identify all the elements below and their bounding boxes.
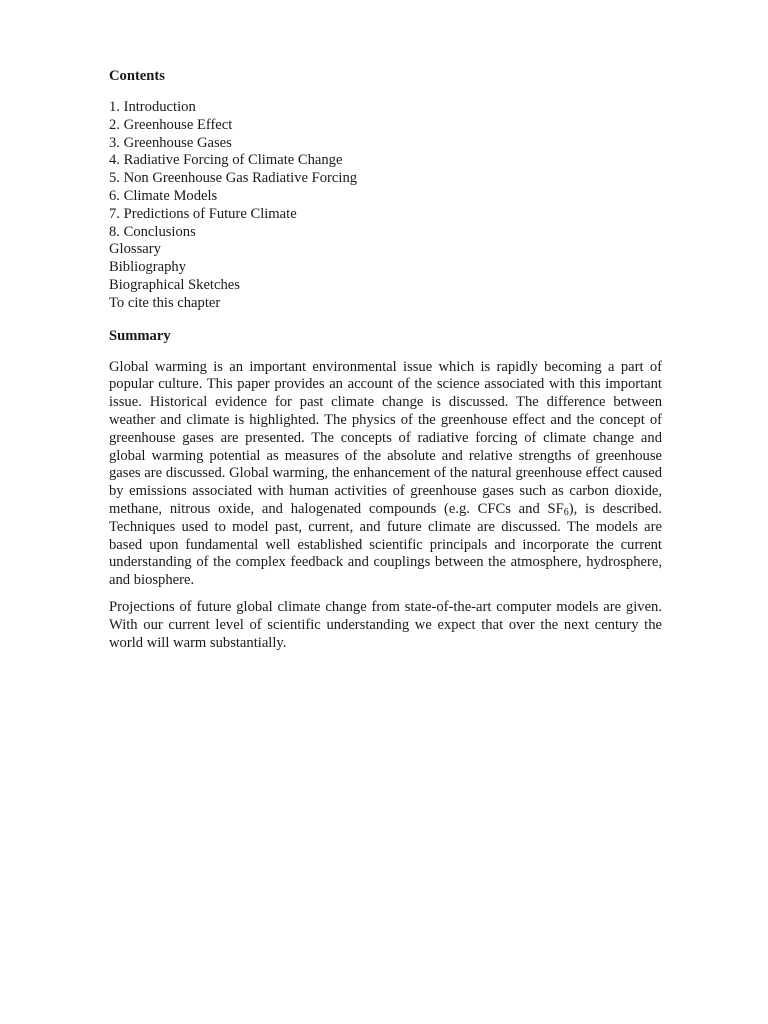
summary-paragraph-1-text: Global warming is an important environmental issue which is rapidly becoming a part of popular culture. This paper provides an account of the science associated with this important issue. Historical evidence for past climate change is discussed. The difference between weather and climate is highlighted. The physics of the greenhouse effect and the concept of greenhouse gases are presented. The concepts of radiative forcing of climate change and global warming potential as measures of the absolute and relative strengths of greenhouse gases are discussed. Global warming, the enhancement of the natural greenhouse effect caused by emissions associated with human activities of greenhouse gases such as carbon dioxide, methane, nitrous oxide, and halogenated compounds (e.g. CFCs and SF bbox=[109, 358, 662, 517]
summary-paragraph-2: Projections of future global climate change from state-of-the-art computer models are given. With our current level of scientific understanding we expect that over the next century the world will warm substantially. bbox=[109, 598, 662, 651]
toc-item-conclusions: 8. Conclusions bbox=[109, 223, 196, 240]
toc-item-radiative-forcing: 4. Radiative Forcing of Climate Change bbox=[109, 152, 343, 169]
document-page bbox=[109, 66, 662, 652]
summary-paragraph-1 bbox=[109, 359, 662, 590]
toc-item-biographical-sketches: Biographical Sketches bbox=[109, 276, 240, 293]
toc-item-greenhouse-gases: 3. Greenhouse Gases bbox=[109, 134, 232, 151]
toc-item-glossary: Glossary bbox=[109, 241, 161, 258]
summary-heading: Summary bbox=[109, 327, 171, 344]
toc-item-introduction: 1. Introduction bbox=[109, 99, 196, 115]
toc-item-climate-models: 6. Climate Models bbox=[109, 187, 218, 204]
toc-item-greenhouse-effect: 2. Greenhouse Effect bbox=[109, 116, 233, 133]
summary-paragraph-1-text-cont: ), is described. Techniques used to model past, current, and future climate are discussed. The models are based upon fundamental well established scientific principals and incorporate the current understanding of the complex feedback and couplings between the atmosphere, hydrosphere, and biosphere. bbox=[109, 500, 663, 589]
sf6-subscript: 6 bbox=[563, 506, 569, 518]
toc-item-bibliography: Bibliography bbox=[109, 259, 187, 276]
toc-item-cite-chapter: To cite this chapter bbox=[109, 294, 221, 311]
toc-item-non-greenhouse-forcing: 5. Non Greenhouse Gas Radiative Forcing bbox=[109, 170, 358, 187]
toc-item-predictions: 7. Predictions of Future Climate bbox=[109, 205, 297, 222]
contents-heading: Contents bbox=[109, 68, 165, 84]
table-of-contents bbox=[109, 99, 662, 313]
